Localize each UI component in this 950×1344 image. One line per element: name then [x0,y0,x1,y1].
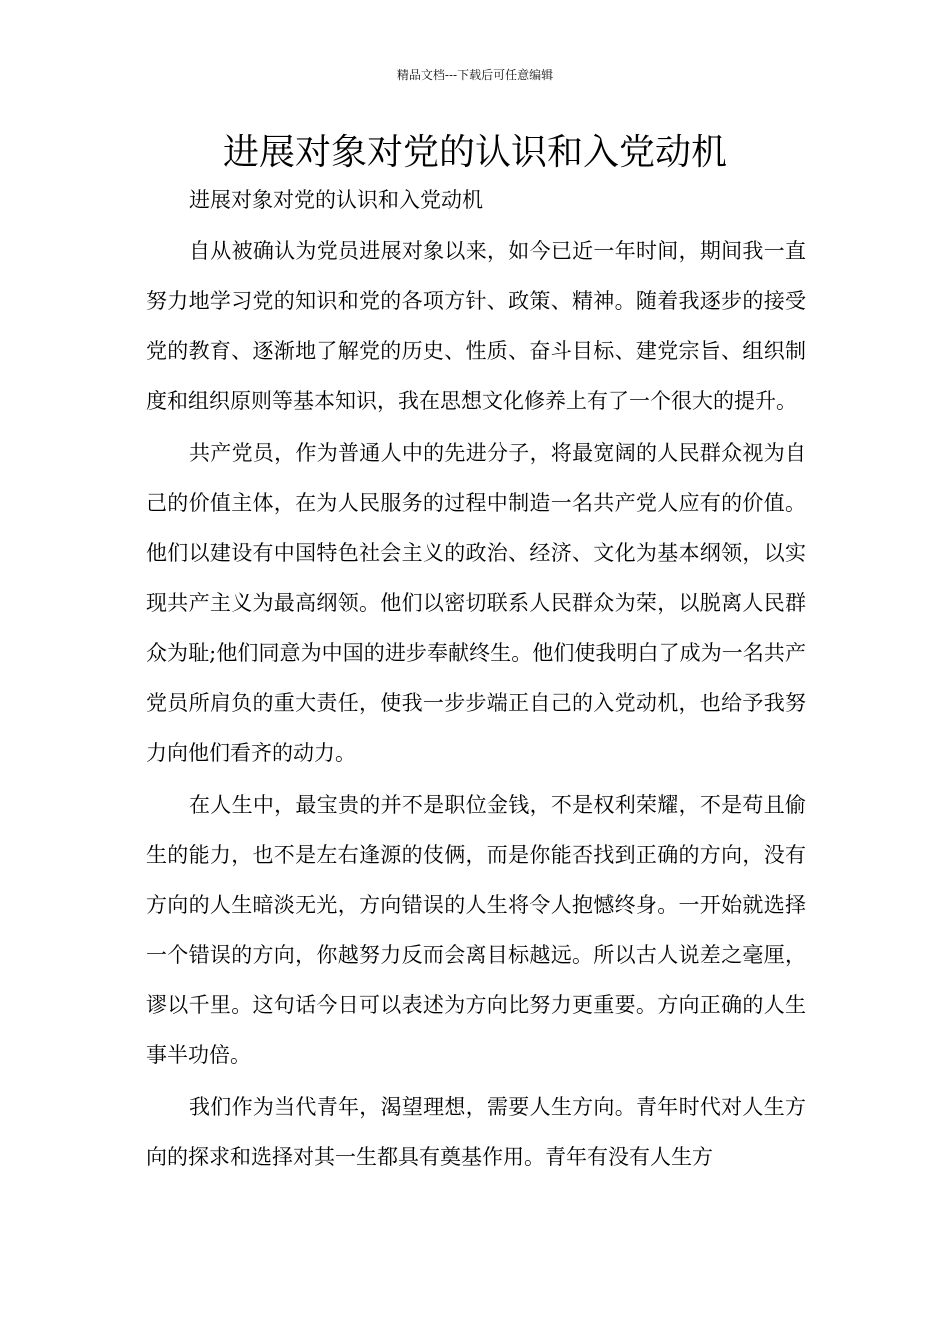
paragraph-1: 自从被确认为党员进展对象以来，如今已近一年时间，期间我一直努力地学习党的知识和党的各项方针、政策、精神。随着我逐步的接受党的教育、逐渐地了解党的历史、性质、奋斗目标、建党宗旨、组织制度和组织原则等基本知识，我在思想文化修养上有了一个很大的提升。 [146,239,806,413]
paragraph-3: 在人生中，最宝贵的并不是职位金钱，不是权利荣耀，不是苟且偷生的能力，也不是左右逢源的伎俩，而是你能否找到正确的方向，没有方向的人生暗淡无光，方向错误的人生将令人抱憾终身。一开始就选择一个错误的方向，你越努力反而会离目标越远。所以古人说差之毫厘，谬以千里。这句话今日可以表述为方向比努力更重要。方向正确的人生事半功倍。 [146,793,806,1067]
paragraph-4: 我们作为当代青年，渴望理想，需要人生方向。青年时代对人生方向的探求和选择对其一生都具有奠基作用。青年有没有人生方 [146,1095,806,1169]
document-body [146,226,806,1184]
document-subtitle: 进展对象对党的认识和入党动机 [189,188,483,212]
header-note: 精品文档---下载后可任意编辑 [396,68,554,82]
document-title: 进展对象对党的认识和入党动机 [222,132,727,173]
paragraph-2: 共产党员，作为普通人中的先进分子，将最宽阔的人民群众视为自己的价值主体，在为人民服务的过程中制造一名共产党人应有的价值。他们以建设有中国特色社会主义的政治、经济、文化为基本纲领，以实现共产主义为最高纲领。他们以密切联系人民群众为荣，以脱离人民群众为耻;他们同意为中国的进步奉献终生。他们使我明白了成为一名共产党员所肩负的重大责任，使我一步步端正自己的入党动机，也给予我努力向他们看齐的动力。 [146,441,806,765]
